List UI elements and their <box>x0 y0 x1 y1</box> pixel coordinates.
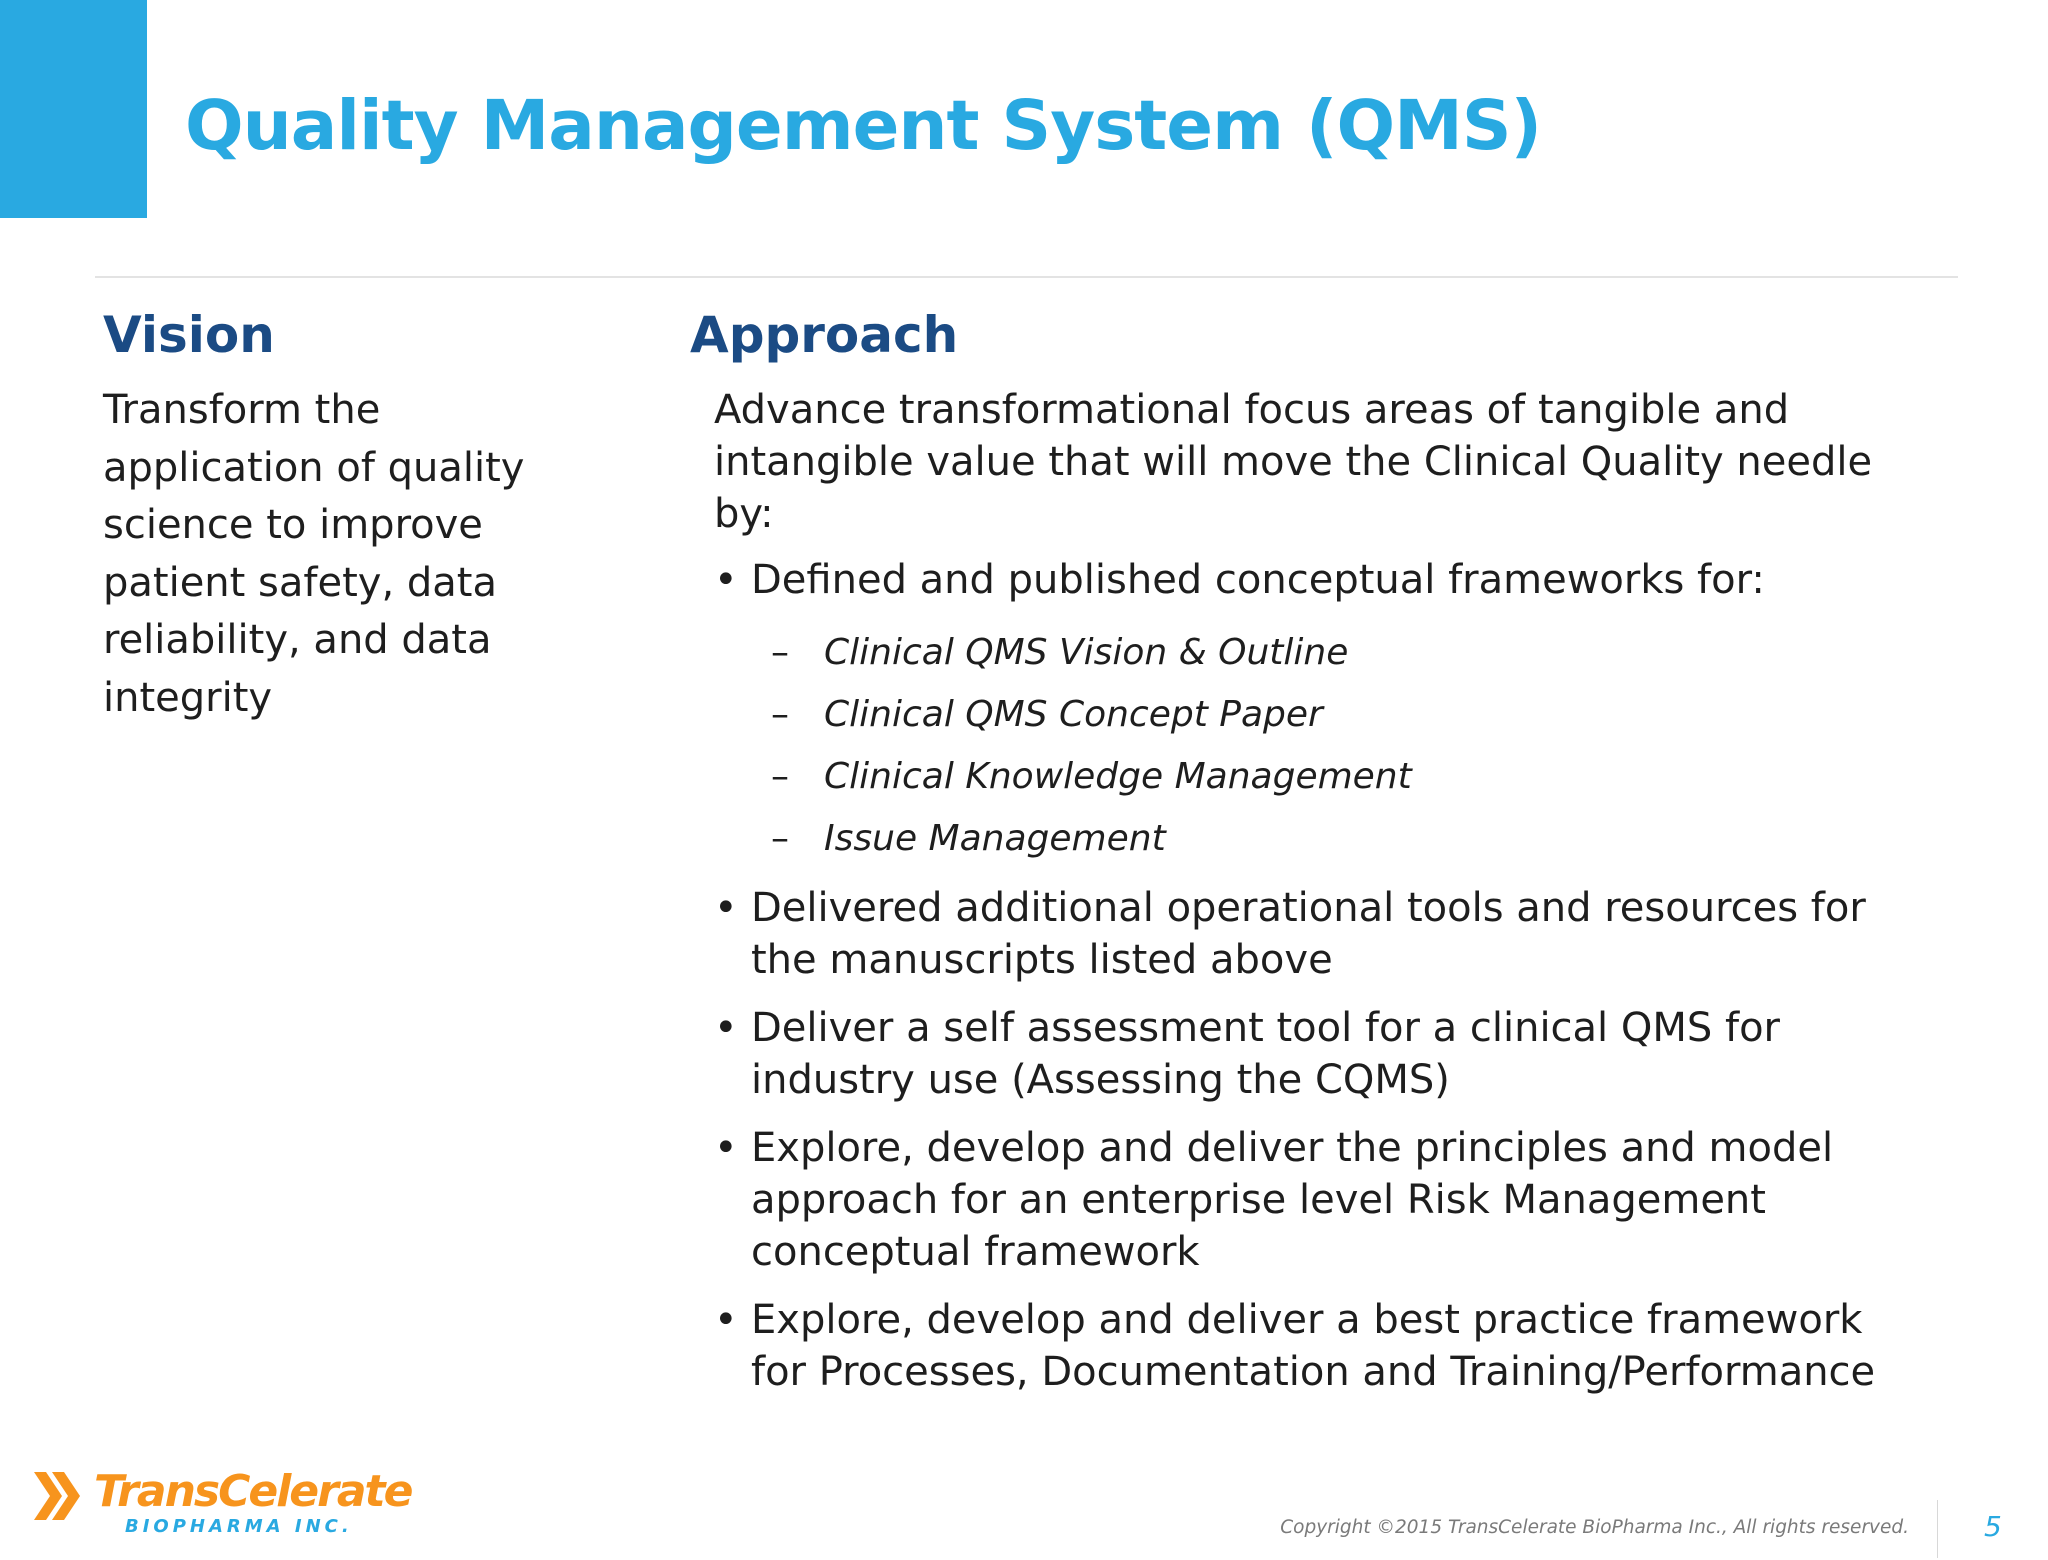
bullet-dot-icon: • <box>714 1297 738 1343</box>
title-accent-block <box>0 0 147 218</box>
vision-line: integrity <box>103 674 273 721</box>
approach-intro: Advance transformational focus areas of tangible and intangible value that will move the Clinical Quality needle by: <box>714 387 1873 537</box>
vision-line: reliability, and data <box>103 617 492 663</box>
bullet-text: Explore, develop and deliver a best practice framework for Processes, Documentation and Training/Performance <box>751 1297 1876 1395</box>
sublist-item-text: Clinical Knowledge Management <box>824 756 1412 797</box>
bullet-text: Delivered additional operational tools and resources for the manuscripts listed above <box>751 885 1866 983</box>
bullet-dot-icon: • <box>714 1005 738 1051</box>
approach-bullet <box>714 1122 1914 1278</box>
logo-wordmark: TransCelerate <box>94 1466 412 1517</box>
sublist-item-text: Issue Management <box>824 818 1166 859</box>
sublist-item <box>714 808 1914 870</box>
approach-heading: Approach <box>690 306 959 364</box>
slide-title: Quality Management System (QMS) <box>185 86 1542 166</box>
sublist-item <box>714 746 1914 808</box>
approach-bullet <box>714 1294 1914 1398</box>
bullet-text: Defined and published conceptual frameworks for: <box>751 557 1765 603</box>
approach-bullet <box>714 554 1914 606</box>
sublist-item-text: Clinical QMS Concept Paper <box>824 694 1323 735</box>
bullet-text: Explore, develop and deliver the principles and model approach for an enterprise level Risk Management conceptual framework <box>751 1125 1834 1275</box>
page-number: 5 <box>1984 1510 2002 1543</box>
vision-text <box>103 382 623 727</box>
footer-divider <box>1937 1500 1938 1558</box>
sublist-item <box>714 622 1914 684</box>
vision-line: application of quality <box>103 444 525 491</box>
copyright-notice: Copyright ©2015 TransCelerate BioPharma Inc., All rights reserved. <box>1280 1517 1909 1538</box>
dash-icon: – <box>771 694 789 735</box>
chevron-arrows-icon <box>32 1466 82 1526</box>
logo-subtitle: BIOPHARMA INC. <box>125 1516 353 1537</box>
vision-line: Transform the <box>103 387 381 433</box>
vision-line: science to improve <box>103 502 483 548</box>
framework-sublist <box>714 622 1914 870</box>
approach-bullet <box>714 1002 1914 1106</box>
dash-icon: – <box>771 818 789 859</box>
title-divider <box>95 276 1958 278</box>
transcelerate-logo <box>32 1466 412 1538</box>
bullet-dot-icon: • <box>714 557 738 603</box>
sublist-item-text: Clinical QMS Vision & Outline <box>824 632 1349 673</box>
approach-body <box>714 384 1914 1414</box>
bullet-text: Deliver a self assessment tool for a clinical QMS for industry use (Assessing the CQMS) <box>751 1005 1780 1103</box>
vision-heading: Vision <box>103 306 275 364</box>
approach-bullet <box>714 882 1914 986</box>
dash-icon: – <box>771 632 789 673</box>
bullet-dot-icon: • <box>714 1125 738 1171</box>
sublist-item <box>714 684 1914 746</box>
vision-line: patient safety, data <box>103 559 497 606</box>
dash-icon: – <box>771 756 789 797</box>
bullet-dot-icon: • <box>714 885 738 931</box>
